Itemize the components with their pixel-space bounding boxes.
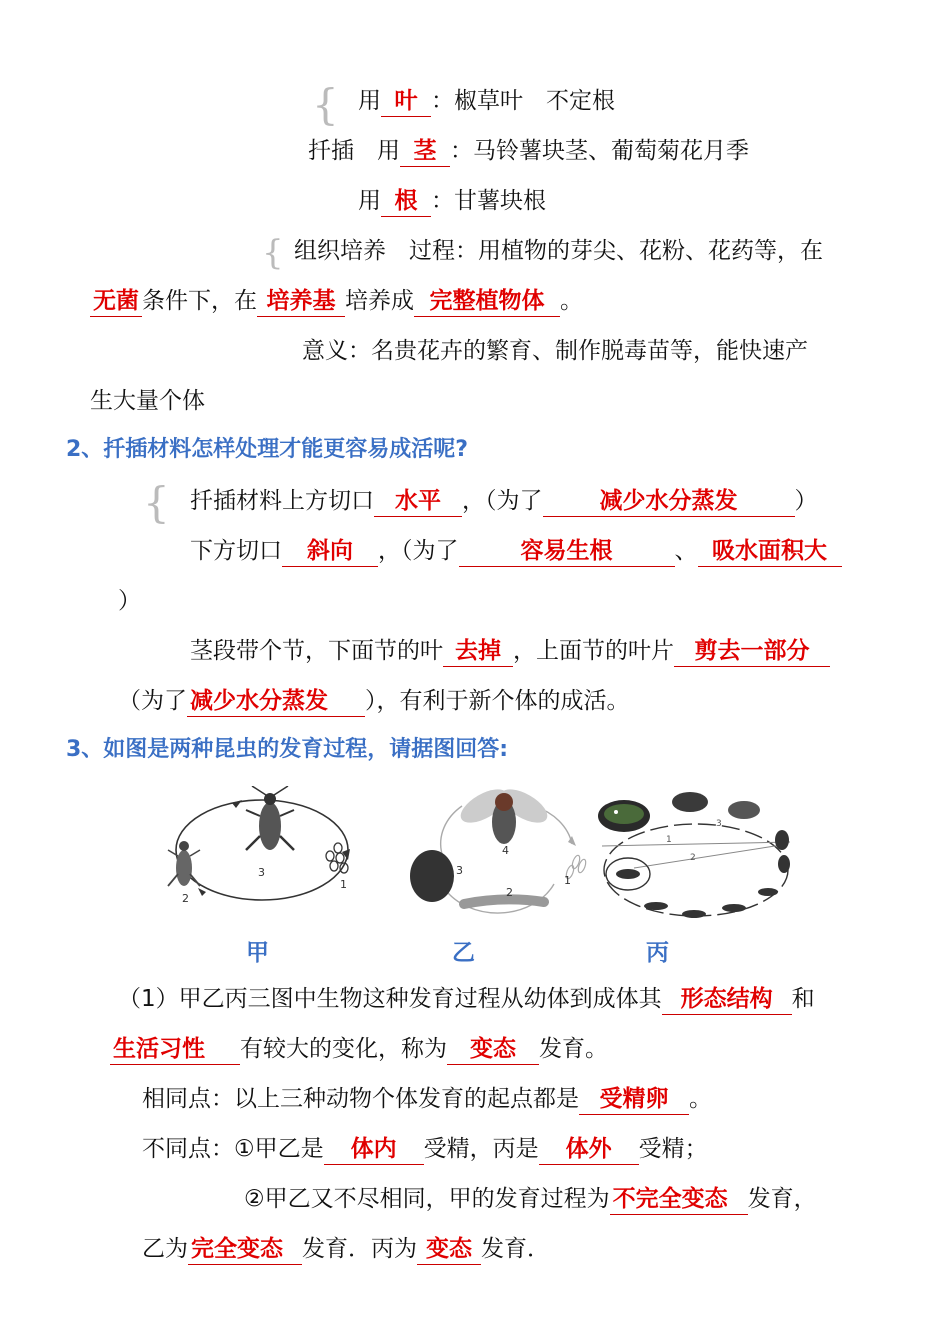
pupa-icon (410, 850, 454, 902)
figure-number: 1 (340, 878, 347, 891)
answer-blank: 叶 (381, 86, 431, 117)
figure-number: 1 (666, 835, 672, 845)
answer-blank: 变态 (447, 1034, 539, 1065)
young-frog-icon (672, 792, 708, 812)
figure-number: 3 (456, 864, 463, 877)
figure-number: 3 (716, 819, 722, 829)
cutting-root-line: 用 根 ：甘薯块根 (358, 184, 546, 218)
figure-label-yi: 乙 (452, 940, 475, 966)
answer-blank: 受精卵 (579, 1084, 689, 1115)
answer-blank: 无菌 (90, 286, 142, 317)
adult-cricket-icon (246, 786, 294, 850)
figure-yi-fly-lifecycle (404, 784, 594, 914)
answer-blank: 生活习性 (110, 1034, 240, 1065)
adult-frog-icon (598, 800, 650, 832)
figure-number: 2 (690, 853, 696, 863)
figure-number: 2 (506, 886, 513, 899)
figure-number: 2 (182, 892, 189, 905)
answer-blank: 茎 (400, 136, 450, 167)
q2-lower-cut: 下方切口 斜向 ，（为了 容易生根 、 吸水面积大 (190, 534, 842, 568)
embryo-icon (616, 869, 640, 879)
q2-node-line-1: 茎段带个节，下面节的叶 去掉 ，上面节的叶片 剪去一部分 (190, 634, 830, 668)
q3-same-point: 相同点：以上三种动物个体发育的起点都是 受精卵 。 (142, 1082, 712, 1116)
answer-blank: 吸水面积大 (698, 536, 842, 567)
answer-blank: 容易生根 (459, 536, 675, 567)
larva-icon (464, 899, 544, 904)
figure-number: 4 (502, 844, 509, 857)
cutting-stem-line: 扦插 用 茎 ：马铃薯块茎、葡萄菊花月季 (308, 134, 749, 168)
answer-blank: 减少水分蒸发 (543, 486, 795, 517)
figure-jia-cricket-lifecycle (162, 786, 362, 910)
answer-blank: 不完全变态 (610, 1184, 748, 1215)
question-2-title: 2、扦插材料怎样处理才能更容易成活呢? (66, 437, 469, 462)
nymph-cricket-icon (168, 841, 200, 886)
figure-bing-frog-lifecycle (594, 784, 804, 920)
tissue-meaning-2: 生大量个体 (90, 388, 205, 414)
answer-blank: 变态 (417, 1234, 481, 1265)
q2-node-line-2: （为了 减少水分蒸发 ），有利于新个体的成活。 (118, 684, 630, 718)
answer-blank: 形态结构 (662, 984, 792, 1015)
answer-blank: 体内 (324, 1134, 424, 1165)
answer-blank: 减少水分蒸发 (187, 686, 365, 717)
q3-diff-point-3: 乙为 完全变态 发育．丙为 变态 发育． (142, 1232, 550, 1266)
tissue-line-1: 组织培养 过程：用植物的芽尖、花粉、花药等，在 (294, 238, 823, 264)
question-3-title: 3、如图是两种昆虫的发育过程，请据图回答: (66, 737, 509, 762)
adult-fly-icon (455, 784, 552, 844)
answer-blank: 水平 (374, 486, 462, 517)
answer-blank: 剪去一部分 (674, 636, 830, 667)
brace-icon: { (262, 233, 284, 273)
brace-icon: { (312, 80, 339, 129)
q3-diff-point-2: ②甲乙又不尽相同，甲的发育过程为 不完全变态 发育， (244, 1182, 817, 1216)
q2-lower-end: ） (118, 588, 141, 614)
figure-number: 1 (564, 874, 571, 887)
tissue-line-2: 无菌 条件下，在 培养基 培养成 完整植物体 。 (90, 284, 583, 318)
tissue-meaning-1: 意义：名贵花卉的繁育、制作脱毒苗等，能快速产 (302, 338, 808, 364)
answer-blank: 完全变态 (188, 1234, 302, 1265)
answer-blank: 完整植物体 (414, 286, 560, 317)
answer-blank: 培养基 (257, 286, 345, 317)
answer-blank: 体外 (539, 1134, 639, 1165)
q3-diff-point-1: 不同点：①甲乙是 体内 受精，丙是 体外 受精； (142, 1132, 708, 1166)
froglet-icon (728, 801, 760, 819)
answer-blank: 斜向 (282, 536, 378, 567)
figure-label-bing: 丙 (646, 940, 669, 966)
figure-label-jia: 甲 (246, 940, 269, 966)
answer-blank: 去掉 (443, 636, 513, 667)
eggs-icon (326, 843, 348, 873)
q3-part1-line-1: （1）甲乙丙三图中生物这种发育过程从幼体到成体其 形态结构 和 (118, 982, 815, 1016)
answer-blank: 根 (381, 186, 431, 217)
cutting-leaf-line: 用 叶 ：椒草叶 不定根 (358, 84, 615, 118)
q3-part1-line-2: 生活习性 有较大的变化，称为 变态 发育。 (110, 1032, 608, 1066)
brace-icon: { (143, 478, 170, 527)
q2-upper-cut: 扦插材料上方切口 水平 ，（为了 减少水分蒸发 ） (190, 484, 818, 518)
figure-number: 3 (258, 866, 265, 879)
